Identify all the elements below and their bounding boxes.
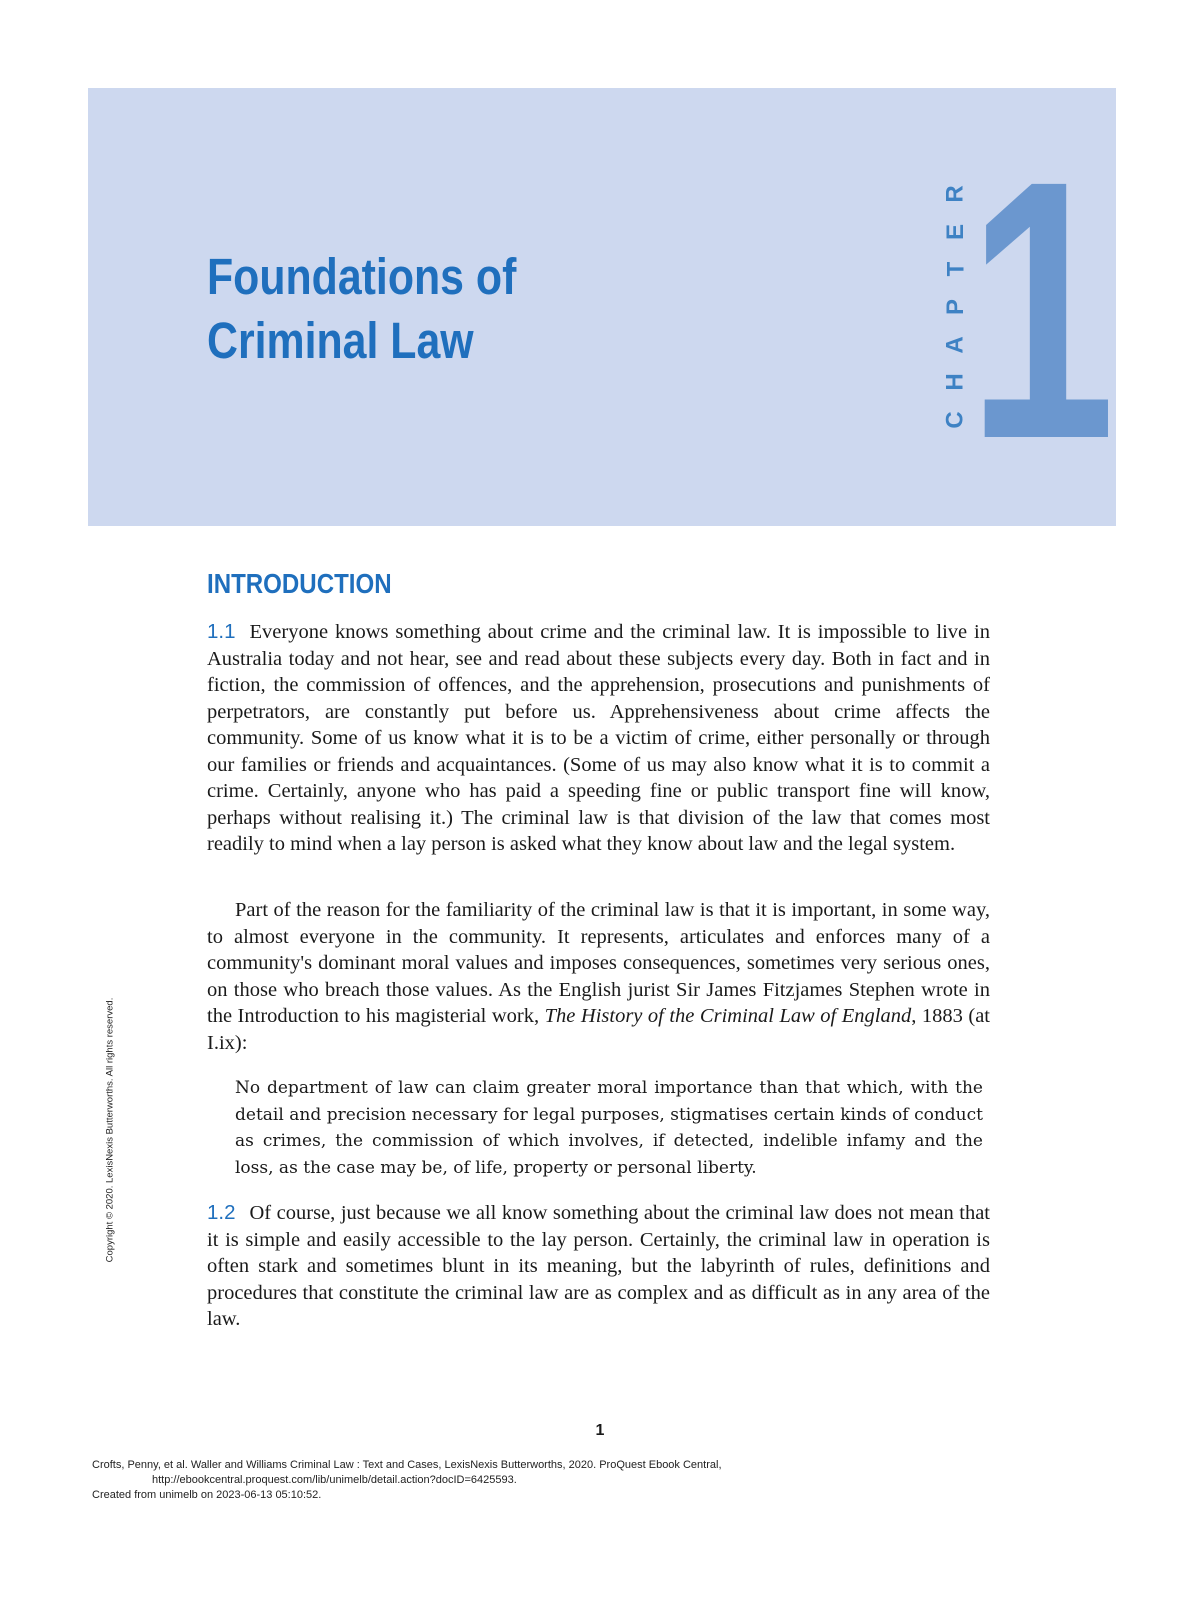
chapter-label-letter: T xyxy=(941,261,969,277)
chapter-label-letter: A xyxy=(942,335,969,354)
copyright-notice: Copyright © 2020. LexisNexis Butterworths. All rights reserved. xyxy=(104,997,116,1263)
paragraph-1-1 xyxy=(207,619,990,858)
paragraph-1-2 xyxy=(207,1200,990,1333)
chapter-banner xyxy=(88,88,1116,526)
paragraph-text: Everyone knows something about crime and the criminal law. It is impossible to live in Australia today and not hear, see and read about these subjects every day. Both in fact and in fiction, the commission of offences, and the apprehension, prosecutions and punishments of perpetrators, are constantly put before us. Apprehensiveness about crime affects the community. Some of us know what it is to be a victim of crime, either personally or through our families or friends and acquaintances. (Some of us may also know what it is to commit a crime. Certainly, anyone who has paid a speeding fine or public transport fine will know, perhaps without realising it.) The criminal law is that division of the law that comes most readily to mind when a lay person is asked what they know about law and the legal system. xyxy=(207,621,990,855)
chapter-label-letter: E xyxy=(941,223,969,240)
section-heading: INTRODUCTION xyxy=(207,568,392,599)
paragraph-text: , 1883 (at I.ix): xyxy=(207,1005,990,1054)
page-number: 1 xyxy=(595,1422,605,1439)
chapter-label-letter: R xyxy=(942,185,969,203)
paragraph-text: Part of the reason for the familiarity of the criminal law is that it is important, in some way, to almost everyone in the community. It represents, articulates and enforces many of a community's dominant moral values and imposes consequences, sometimes very serious ones, on those who breach those values. As the English jurist Sir James Fitzjames Stephen wrote in the Introduction to his magisterial work, xyxy=(207,899,990,1027)
paragraph-number: 1.1 xyxy=(207,620,236,643)
footer-created: Created from unimelb on 2023-06-13 05:10:52. xyxy=(92,1489,322,1501)
chapter-label-letter: P xyxy=(941,298,969,315)
paragraph-text: Of course, just because we all know something about the criminal law does not mean that it is simple and easily accessible to the lay person. Certainly, the criminal law in operation is often stark and sometimes blunt in its meaning, but the labyrinth of rules, definitions and procedures that constitute the criminal law are as complex and as difficult as in any area of the law. xyxy=(207,1202,990,1330)
chapter-label-letter: H xyxy=(942,373,969,391)
citation-footer xyxy=(92,1458,722,1503)
chapter-title-line-1: Foundations of xyxy=(207,248,517,305)
footer-citation: Crofts, Penny, et al. Waller and Williams Criminal Law : Text and Cases, LexisNexis Butterworths, 2020. ProQuest Ebook Central, xyxy=(92,1459,722,1471)
footer-url[interactable]: http://ebookcentral.proquest.com/lib/unimelb/detail.action?docID=6425593. xyxy=(152,1474,517,1486)
block-quote: No department of law can claim greater moral importance than that which, with the detail and precision necessary for legal purposes, stigmatises certain kinds of conduct as crimes, the commission of which involves, if detected, indelible infamy and the loss, as the case may be, of life, property or personal liberty. xyxy=(235,1078,983,1178)
chapter-title-line-2: Criminal Law xyxy=(207,312,474,369)
paragraph-number: 1.2 xyxy=(207,1201,236,1224)
cited-work-title: The History of the Criminal Law of England xyxy=(544,1005,912,1027)
paragraph-continuation xyxy=(207,897,990,1056)
chapter-title xyxy=(207,245,516,373)
chapter-number: 1 xyxy=(968,104,1116,515)
chapter-label-letter: C xyxy=(942,411,969,429)
